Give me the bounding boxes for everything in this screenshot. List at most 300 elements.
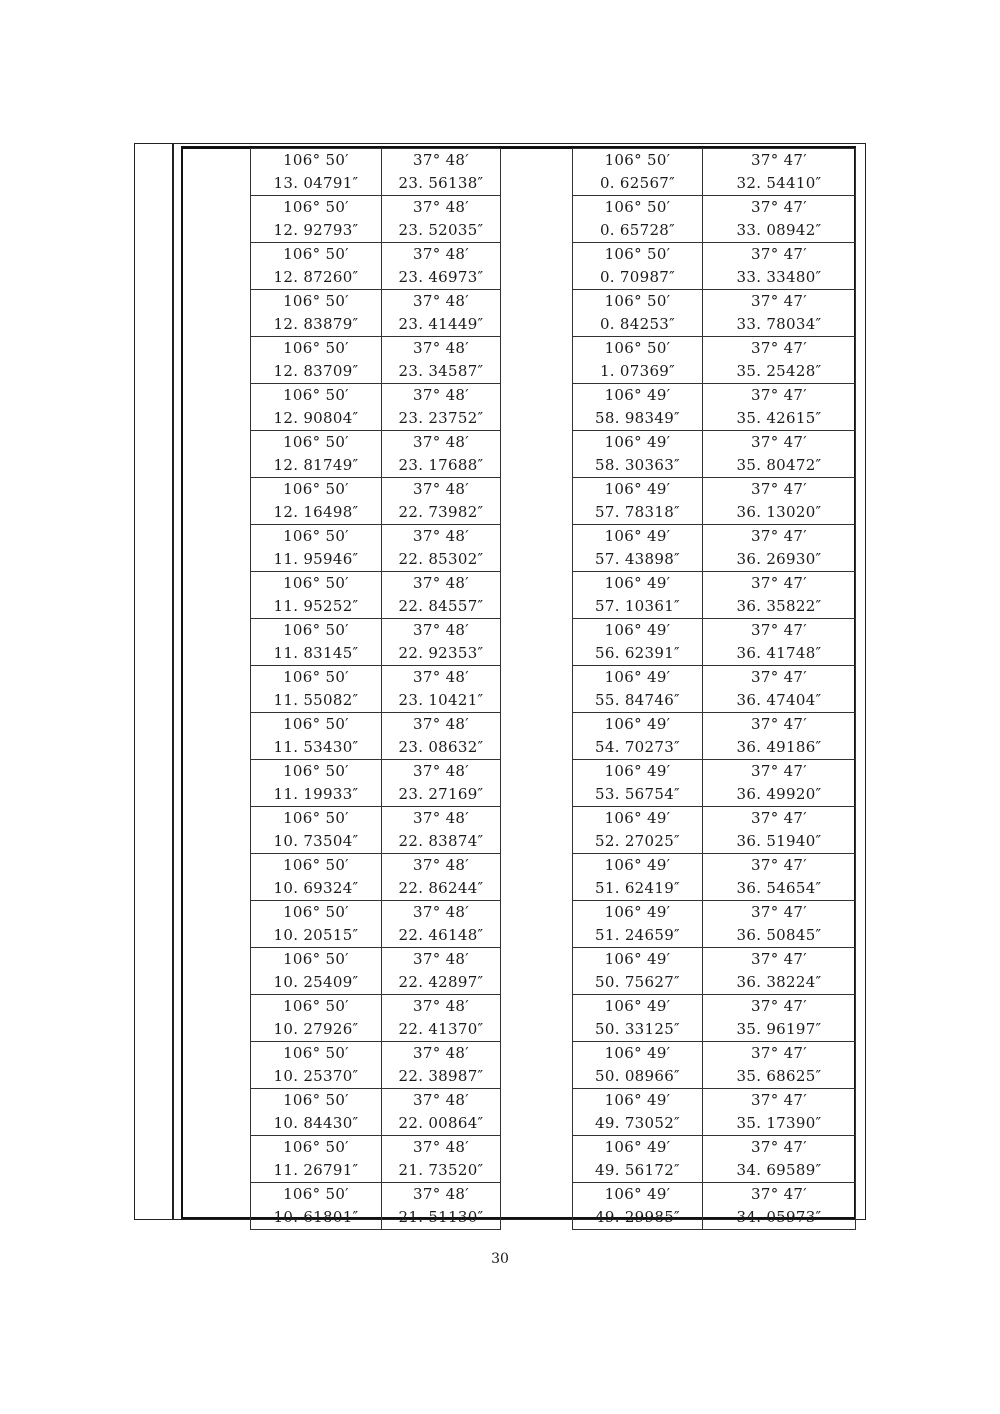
degree-minute-text: 106° 50′ (604, 151, 671, 169)
degree-minute-text: 37° 48′ (413, 950, 469, 968)
degree-minute-text: 106° 49′ (604, 574, 671, 592)
degree-minute-text: 37° 47′ (751, 386, 807, 404)
longitude-b-cell (573, 196, 703, 243)
latitude-a-cell (382, 854, 501, 901)
seconds-text: 10. 27926″ (273, 1020, 359, 1038)
longitude-b-cell (573, 572, 703, 619)
degree-minute-text: 37° 47′ (751, 151, 807, 169)
degree-minute-text: 37° 48′ (413, 339, 469, 357)
seconds-text: 36. 38224″ (736, 973, 822, 991)
degree-minute-text: 37° 47′ (751, 433, 807, 451)
degree-minute-text: 37° 47′ (751, 762, 807, 780)
degree-minute-text: 37° 48′ (413, 574, 469, 592)
seconds-text: 10. 61801″ (273, 1208, 359, 1226)
degree-minute-text: 37° 47′ (751, 1185, 807, 1203)
degree-minute-text: 106° 50′ (283, 997, 349, 1015)
degree-minute-text: 37° 48′ (413, 480, 469, 498)
seconds-text: 51. 62419″ (595, 879, 680, 897)
seconds-text: 51. 24659″ (595, 926, 680, 944)
degree-minute-text: 37° 47′ (751, 715, 807, 733)
latitude-a-cell (382, 807, 501, 854)
longitude-a-cell (251, 384, 382, 431)
longitude-a-cell (251, 478, 382, 525)
latitude-a-cell (382, 666, 501, 713)
degree-minute-text: 106° 49′ (604, 997, 671, 1015)
table-row (251, 1183, 856, 1230)
seconds-text: 22. 83874″ (398, 832, 484, 850)
degree-minute-text: 37° 48′ (413, 997, 469, 1015)
longitude-b-cell (573, 149, 703, 196)
table-row (251, 243, 856, 290)
longitude-b-cell (573, 901, 703, 948)
latitude-a-cell (382, 713, 501, 760)
degree-minute-text: 106° 50′ (283, 668, 349, 686)
gap-cell (501, 290, 573, 337)
seconds-text: 10. 69324″ (273, 879, 359, 897)
table-row (251, 431, 856, 478)
degree-minute-text: 37° 48′ (413, 527, 469, 545)
table-row (251, 337, 856, 384)
gap-cell (501, 1183, 573, 1230)
gap-cell (501, 807, 573, 854)
seconds-text: 0. 65728″ (599, 221, 676, 239)
seconds-text: 22. 46148″ (398, 926, 484, 944)
table-row (251, 196, 856, 243)
latitude-a-cell (382, 619, 501, 666)
degree-minute-text: 106° 49′ (604, 668, 671, 686)
seconds-text: 35. 25428″ (736, 362, 822, 380)
latitude-b-cell (703, 995, 856, 1042)
seconds-text: 34. 05973″ (736, 1208, 822, 1226)
degree-minute-text: 106° 49′ (604, 1044, 671, 1062)
latitude-a-cell (382, 1089, 501, 1136)
seconds-text: 23. 41449″ (398, 315, 484, 333)
longitude-b-cell (573, 478, 703, 525)
seconds-text: 52. 27025″ (595, 832, 680, 850)
degree-minute-text: 106° 50′ (283, 198, 349, 216)
degree-minute-text: 37° 47′ (751, 621, 807, 639)
table-row (251, 807, 856, 854)
longitude-a-cell (251, 948, 382, 995)
latitude-a-cell (382, 149, 501, 196)
gap-cell (501, 478, 573, 525)
degree-minute-text: 106° 49′ (604, 433, 671, 451)
latitude-a-cell (382, 243, 501, 290)
seconds-text: 11. 53430″ (273, 738, 359, 756)
degree-minute-text: 106° 50′ (604, 245, 671, 263)
seconds-text: 33. 33480″ (736, 268, 822, 286)
gap-cell (501, 901, 573, 948)
degree-minute-text: 106° 49′ (604, 809, 671, 827)
degree-minute-text: 37° 48′ (413, 762, 469, 780)
seconds-text: 22. 84557″ (398, 597, 484, 615)
degree-minute-text: 37° 48′ (413, 621, 469, 639)
seconds-text: 23. 23752″ (398, 409, 484, 427)
gap-cell (501, 1089, 573, 1136)
table-row (251, 713, 856, 760)
latitude-b-cell (703, 619, 856, 666)
table-row (251, 666, 856, 713)
degree-minute-text: 37° 47′ (751, 292, 807, 310)
degree-minute-text: 106° 50′ (283, 386, 349, 404)
longitude-a-cell (251, 149, 382, 196)
seconds-text: 23. 46973″ (398, 268, 484, 286)
seconds-text: 23. 34587″ (398, 362, 484, 380)
seconds-text: 49. 56172″ (595, 1161, 680, 1179)
longitude-a-cell (251, 525, 382, 572)
longitude-b-cell (573, 1183, 703, 1230)
latitude-b-cell (703, 807, 856, 854)
seconds-text: 23. 27169″ (398, 785, 484, 803)
latitude-a-cell (382, 337, 501, 384)
seconds-text: 35. 68625″ (736, 1067, 822, 1085)
degree-minute-text: 37° 47′ (751, 668, 807, 686)
gap-cell (501, 196, 573, 243)
latitude-b-cell (703, 384, 856, 431)
seconds-text: 22. 73982″ (398, 503, 484, 521)
degree-minute-text: 37° 47′ (751, 198, 807, 216)
degree-minute-text: 37° 48′ (413, 903, 469, 921)
seconds-text: 22. 85302″ (398, 550, 484, 568)
longitude-b-cell (573, 290, 703, 337)
longitude-a-cell (251, 1136, 382, 1183)
latitude-a-cell (382, 948, 501, 995)
longitude-a-cell (251, 1183, 382, 1230)
gap-cell (501, 666, 573, 713)
seconds-text: 22. 42897″ (398, 973, 484, 991)
degree-minute-text: 106° 50′ (283, 151, 349, 169)
seconds-text: 50. 33125″ (595, 1020, 680, 1038)
longitude-b-cell (573, 431, 703, 478)
latitude-a-cell (382, 572, 501, 619)
degree-minute-text: 106° 50′ (283, 480, 349, 498)
seconds-text: 21. 51130″ (398, 1208, 484, 1226)
degree-minute-text: 37° 47′ (751, 1138, 807, 1156)
longitude-a-cell (251, 1089, 382, 1136)
degree-minute-text: 37° 48′ (413, 292, 469, 310)
seconds-text: 23. 52035″ (398, 221, 484, 239)
degree-minute-text: 106° 50′ (283, 903, 349, 921)
degree-minute-text: 106° 49′ (604, 950, 671, 968)
latitude-b-cell (703, 525, 856, 572)
gap-cell (501, 619, 573, 666)
seconds-text: 34. 69589″ (736, 1161, 822, 1179)
seconds-text: 36. 47404″ (736, 691, 822, 709)
degree-minute-text: 106° 49′ (604, 903, 671, 921)
seconds-text: 11. 55082″ (273, 691, 359, 709)
latitude-b-cell (703, 713, 856, 760)
longitude-a-cell (251, 995, 382, 1042)
degree-minute-text: 37° 47′ (751, 574, 807, 592)
left-column-divider (172, 143, 174, 1220)
seconds-text: 56. 62391″ (595, 644, 680, 662)
seconds-text: 36. 51940″ (736, 832, 822, 850)
gap-cell (501, 431, 573, 478)
seconds-text: 50. 75627″ (595, 973, 680, 991)
seconds-text: 12. 81749″ (273, 456, 359, 474)
degree-minute-text: 106° 50′ (283, 1138, 349, 1156)
latitude-b-cell (703, 572, 856, 619)
seconds-text: 23. 17688″ (398, 456, 484, 474)
longitude-b-cell (573, 807, 703, 854)
seconds-text: 35. 80472″ (736, 456, 822, 474)
table-row (251, 1042, 856, 1089)
seconds-text: 10. 73504″ (273, 832, 359, 850)
degree-minute-text: 37° 47′ (751, 339, 807, 357)
degree-minute-text: 106° 50′ (604, 292, 671, 310)
degree-minute-text: 106° 50′ (283, 809, 349, 827)
degree-minute-text: 106° 49′ (604, 1138, 671, 1156)
seconds-text: 35. 96197″ (736, 1020, 822, 1038)
seconds-text: 58. 98349″ (595, 409, 680, 427)
degree-minute-text: 37° 47′ (751, 997, 807, 1015)
seconds-text: 22. 00864″ (398, 1114, 484, 1132)
degree-minute-text: 106° 49′ (604, 527, 671, 545)
gap-cell (501, 572, 573, 619)
degree-minute-text: 37° 48′ (413, 198, 469, 216)
latitude-b-cell (703, 478, 856, 525)
gap-cell (501, 149, 573, 196)
degree-minute-text: 37° 47′ (751, 1091, 807, 1109)
table-row (251, 948, 856, 995)
table-row (251, 1089, 856, 1136)
degree-minute-text: 37° 48′ (413, 386, 469, 404)
degree-minute-text: 106° 49′ (604, 762, 671, 780)
latitude-a-cell (382, 431, 501, 478)
gap-cell (501, 384, 573, 431)
latitude-a-cell (382, 1183, 501, 1230)
seconds-text: 11. 19933″ (273, 785, 359, 803)
seconds-text: 12. 16498″ (273, 503, 359, 521)
gap-cell (501, 854, 573, 901)
seconds-text: 36. 41748″ (736, 644, 822, 662)
gap-cell (501, 948, 573, 995)
degree-minute-text: 106° 50′ (283, 950, 349, 968)
seconds-text: 36. 49186″ (736, 738, 822, 756)
longitude-b-cell (573, 619, 703, 666)
degree-minute-text: 106° 50′ (283, 292, 349, 310)
seconds-text: 57. 43898″ (595, 550, 680, 568)
degree-minute-text: 106° 49′ (604, 1185, 671, 1203)
seconds-text: 36. 13020″ (736, 503, 822, 521)
degree-minute-text: 106° 49′ (604, 1091, 671, 1109)
latitude-a-cell (382, 995, 501, 1042)
degree-minute-text: 37° 47′ (751, 1044, 807, 1062)
longitude-a-cell (251, 243, 382, 290)
degree-minute-text: 37° 48′ (413, 715, 469, 733)
seconds-text: 35. 42615″ (736, 409, 822, 427)
table-row (251, 995, 856, 1042)
seconds-text: 12. 92793″ (273, 221, 359, 239)
latitude-a-cell (382, 760, 501, 807)
seconds-text: 35. 17390″ (736, 1114, 822, 1132)
latitude-b-cell (703, 337, 856, 384)
longitude-a-cell (251, 196, 382, 243)
degree-minute-text: 106° 50′ (283, 856, 349, 874)
degree-minute-text: 37° 48′ (413, 151, 469, 169)
latitude-a-cell (382, 478, 501, 525)
latitude-b-cell (703, 431, 856, 478)
table-row (251, 384, 856, 431)
gap-cell (501, 1042, 573, 1089)
seconds-text: 11. 95252″ (273, 597, 359, 615)
longitude-a-cell (251, 901, 382, 948)
degree-minute-text: 106° 50′ (283, 527, 349, 545)
seconds-text: 0. 84253″ (599, 315, 676, 333)
seconds-text: 12. 87260″ (273, 268, 359, 286)
longitude-b-cell (573, 525, 703, 572)
seconds-text: 22. 41370″ (398, 1020, 484, 1038)
longitude-b-cell (573, 948, 703, 995)
latitude-b-cell (703, 854, 856, 901)
gap-cell (501, 760, 573, 807)
longitude-b-cell (573, 995, 703, 1042)
longitude-b-cell (573, 854, 703, 901)
seconds-text: 22. 92353″ (398, 644, 484, 662)
longitude-a-cell (251, 619, 382, 666)
degree-minute-text: 37° 47′ (751, 856, 807, 874)
longitude-a-cell (251, 760, 382, 807)
degree-minute-text: 106° 50′ (283, 245, 349, 263)
longitude-b-cell (573, 243, 703, 290)
latitude-b-cell (703, 196, 856, 243)
seconds-text: 36. 35822″ (736, 597, 822, 615)
seconds-text: 13. 04791″ (273, 174, 359, 192)
seconds-text: 36. 50845″ (736, 926, 822, 944)
table-row (251, 1136, 856, 1183)
seconds-text: 23. 10421″ (398, 691, 484, 709)
page-number: 30 (491, 1251, 509, 1267)
degree-minute-text: 106° 50′ (283, 1185, 349, 1203)
seconds-text: 36. 54654″ (736, 879, 822, 897)
degree-minute-text: 106° 50′ (283, 621, 349, 639)
latitude-b-cell (703, 149, 856, 196)
degree-minute-text: 106° 50′ (283, 574, 349, 592)
seconds-text: 10. 20515″ (273, 926, 359, 944)
degree-minute-text: 37° 48′ (413, 433, 469, 451)
seconds-text: 33. 08942″ (736, 221, 822, 239)
latitude-b-cell (703, 1042, 856, 1089)
table-row (251, 901, 856, 948)
gap-cell (501, 995, 573, 1042)
degree-minute-text: 106° 50′ (604, 198, 671, 216)
degree-minute-text: 37° 48′ (413, 1091, 469, 1109)
gap-cell (501, 713, 573, 760)
longitude-b-cell (573, 337, 703, 384)
seconds-text: 0. 62567″ (599, 174, 676, 192)
table-row (251, 478, 856, 525)
longitude-b-cell (573, 1136, 703, 1183)
seconds-text: 22. 86244″ (398, 879, 484, 897)
seconds-text: 12. 83709″ (273, 362, 359, 380)
table-row (251, 149, 856, 196)
longitude-b-cell (573, 1042, 703, 1089)
degree-minute-text: 37° 47′ (751, 245, 807, 263)
longitude-b-cell (573, 713, 703, 760)
latitude-a-cell (382, 525, 501, 572)
seconds-text: 36. 49920″ (736, 785, 822, 803)
degree-minute-text: 37° 48′ (413, 1044, 469, 1062)
degree-minute-text: 106° 50′ (283, 339, 349, 357)
seconds-text: 12. 83879″ (273, 315, 359, 333)
table-row (251, 290, 856, 337)
degree-minute-text: 106° 50′ (283, 762, 349, 780)
longitude-a-cell (251, 337, 382, 384)
longitude-a-cell (251, 807, 382, 854)
longitude-b-cell (573, 760, 703, 807)
seconds-text: 50. 08966″ (595, 1067, 680, 1085)
degree-minute-text: 106° 49′ (604, 480, 671, 498)
degree-minute-text: 37° 47′ (751, 950, 807, 968)
degree-minute-text: 37° 47′ (751, 480, 807, 498)
seconds-text: 22. 38987″ (398, 1067, 484, 1085)
gap-cell (501, 1136, 573, 1183)
seconds-text: 55. 84746″ (595, 691, 680, 709)
degree-minute-text: 106° 50′ (283, 1091, 349, 1109)
degree-minute-text: 37° 47′ (751, 527, 807, 545)
coordinate-table-body (251, 149, 856, 1230)
seconds-text: 57. 78318″ (595, 503, 680, 521)
coordinate-table (250, 148, 856, 1230)
table-row (251, 572, 856, 619)
seconds-text: 11. 95946″ (273, 550, 359, 568)
degree-minute-text: 106° 50′ (283, 715, 349, 733)
latitude-b-cell (703, 948, 856, 995)
degree-minute-text: 106° 49′ (604, 856, 671, 874)
seconds-text: 36. 26930″ (736, 550, 822, 568)
degree-minute-text: 106° 50′ (283, 433, 349, 451)
seconds-text: 12. 90804″ (273, 409, 359, 427)
seconds-text: 33. 78034″ (736, 315, 822, 333)
latitude-a-cell (382, 384, 501, 431)
longitude-a-cell (251, 431, 382, 478)
table-row (251, 619, 856, 666)
degree-minute-text: 37° 48′ (413, 1185, 469, 1203)
gap-cell (501, 337, 573, 384)
longitude-a-cell (251, 290, 382, 337)
seconds-text: 10. 25370″ (273, 1067, 359, 1085)
seconds-text: 11. 83145″ (273, 644, 359, 662)
degree-minute-text: 37° 47′ (751, 903, 807, 921)
seconds-text: 0. 70987″ (599, 268, 676, 286)
seconds-text: 21. 73520″ (398, 1161, 484, 1179)
seconds-text: 57. 10361″ (595, 597, 680, 615)
seconds-text: 49. 29985″ (595, 1208, 680, 1226)
seconds-text: 53. 56754″ (595, 785, 680, 803)
longitude-a-cell (251, 854, 382, 901)
latitude-b-cell (703, 666, 856, 713)
latitude-b-cell (703, 1183, 856, 1230)
longitude-a-cell (251, 713, 382, 760)
degree-minute-text: 106° 50′ (604, 339, 671, 357)
longitude-b-cell (573, 1089, 703, 1136)
degree-minute-text: 37° 47′ (751, 809, 807, 827)
seconds-text: 23. 56138″ (398, 174, 484, 192)
degree-minute-text: 106° 49′ (604, 715, 671, 733)
degree-minute-text: 106° 49′ (604, 386, 671, 404)
table-row (251, 854, 856, 901)
seconds-text: 1. 07369″ (599, 362, 676, 380)
longitude-b-cell (573, 666, 703, 713)
seconds-text: 58. 30363″ (595, 456, 680, 474)
latitude-b-cell (703, 901, 856, 948)
latitude-a-cell (382, 196, 501, 243)
degree-minute-text: 37° 48′ (413, 245, 469, 263)
seconds-text: 11. 26791″ (273, 1161, 359, 1179)
seconds-text: 10. 84430″ (273, 1114, 359, 1132)
longitude-a-cell (251, 1042, 382, 1089)
degree-minute-text: 37° 48′ (413, 809, 469, 827)
